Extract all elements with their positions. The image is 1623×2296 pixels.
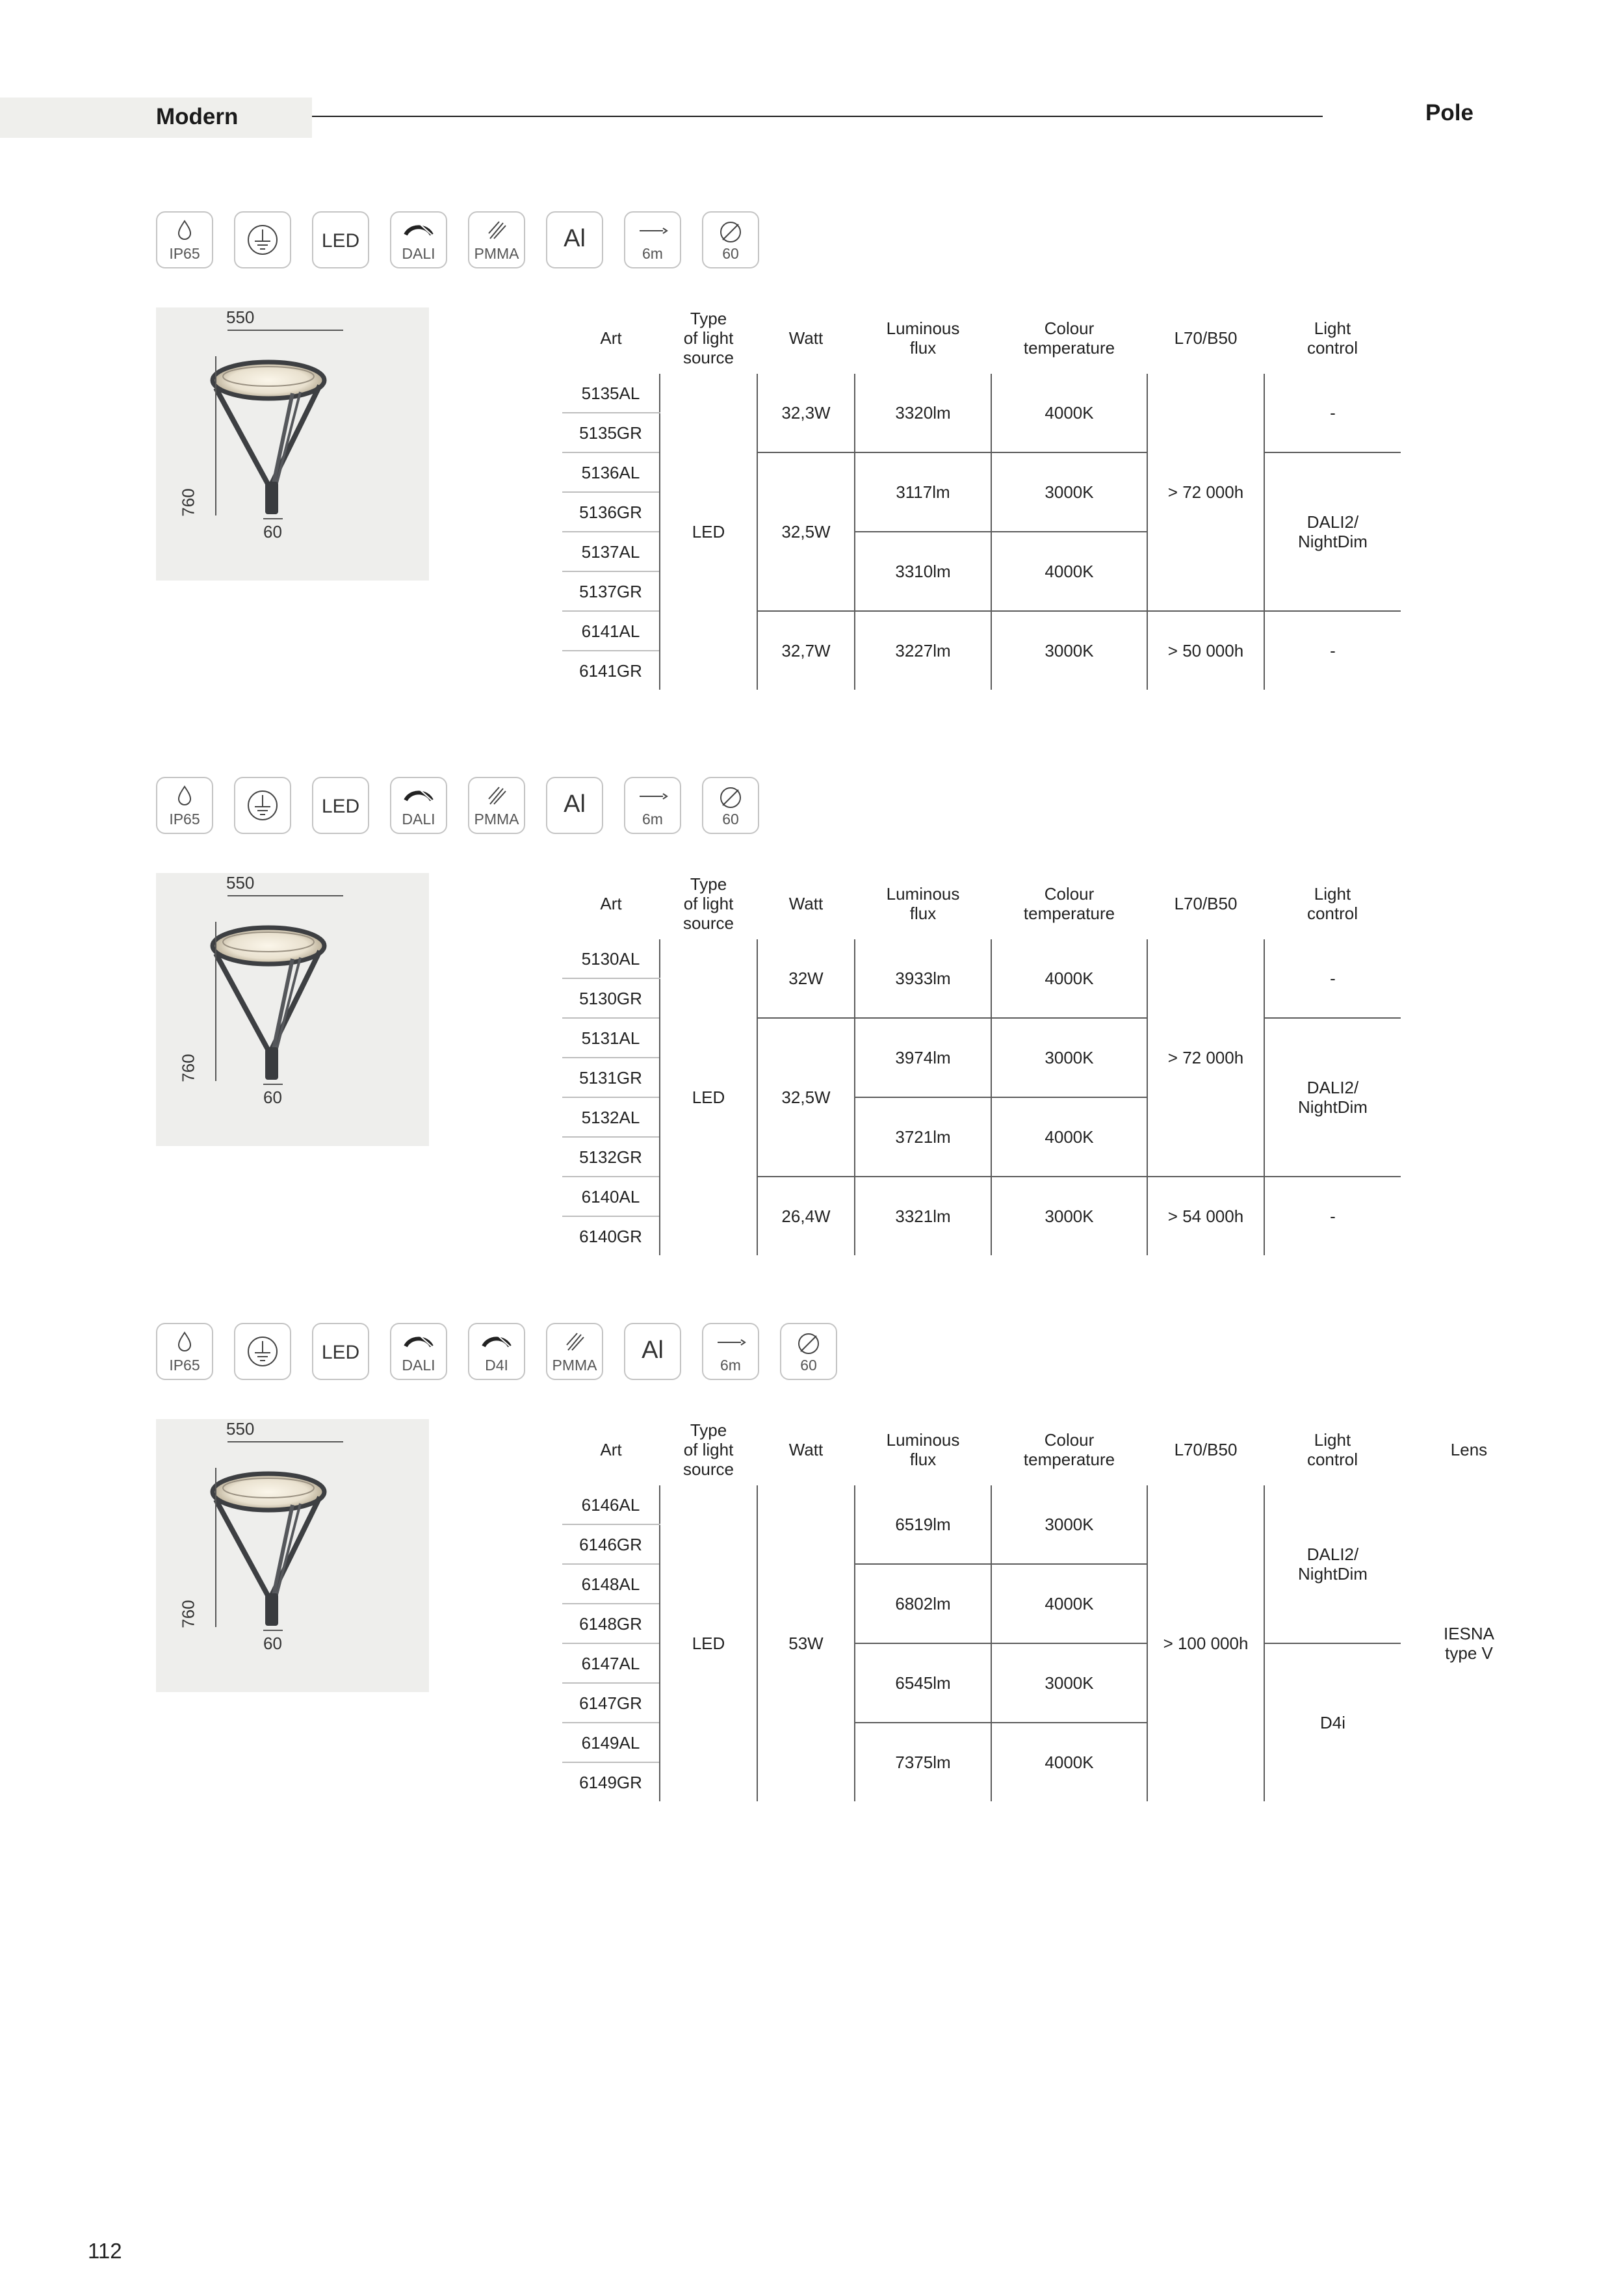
lifetime-value: > 100 000h <box>1147 1485 1264 1801</box>
lifetime-value: > 50 000h <box>1147 611 1264 690</box>
colour-temperature: 3000K <box>991 1177 1147 1255</box>
feature-badge-d4i <box>468 1323 525 1380</box>
feature-badge-height <box>624 211 681 268</box>
feature-badge-pmma <box>546 1323 603 1380</box>
led-label: LED <box>321 230 360 252</box>
column-header-watt: Watt <box>788 328 824 348</box>
article-code: 6149AL <box>562 1723 660 1762</box>
feature-badge-ip <box>156 777 213 834</box>
feature-badge-pmma <box>468 777 525 834</box>
column-header-life: L70/B50 <box>1174 1440 1238 1459</box>
column-header-temp: Colour temperature <box>1023 319 1115 358</box>
article-code: 6146AL <box>562 1485 660 1524</box>
colour-temperature: 3000K <box>991 452 1147 532</box>
luminous-flux: 3310lm <box>855 532 991 611</box>
luminous-flux: 3117lm <box>855 452 991 532</box>
spec-table <box>562 868 1401 1255</box>
light-source-type: LED <box>660 1485 757 1801</box>
al-label: Al <box>564 225 586 252</box>
light-control: D4i <box>1264 1643 1401 1801</box>
colour-temperature: 4000K <box>991 374 1147 452</box>
column-header-life: L70/B50 <box>1174 894 1238 913</box>
light-control: DALI2/ NightDim <box>1264 452 1401 611</box>
earth-icon <box>235 1332 290 1376</box>
column-header-flux: Luminous flux <box>886 1430 960 1469</box>
watt-value: 32,5W <box>757 452 855 611</box>
diam-label: 60 <box>722 811 739 828</box>
dim-arc-icon <box>469 1331 524 1355</box>
lifetime-value: > 72 000h <box>1147 939 1264 1177</box>
d4i-label: D4I <box>485 1357 508 1374</box>
colour-temperature: 4000K <box>991 1097 1147 1177</box>
light-source-type: LED <box>660 939 757 1255</box>
al-label: Al <box>642 1337 664 1364</box>
column-header-art: Art <box>600 328 622 348</box>
drop-icon <box>157 785 212 812</box>
lifetime-value: > 54 000h <box>1147 1177 1264 1255</box>
product-image <box>156 1419 429 1692</box>
column-header-control: Light control <box>1306 319 1358 358</box>
category-title: Modern <box>156 104 239 129</box>
dimension-base: 60 <box>263 1634 282 1653</box>
dim-arc-icon <box>391 1331 446 1355</box>
article-code: 5132AL <box>562 1097 660 1137</box>
article-code: 5131GR <box>562 1058 660 1097</box>
luminous-flux: 6802lm <box>855 1564 991 1643</box>
dali-label: DALI <box>402 1357 435 1374</box>
light-control: - <box>1264 374 1401 452</box>
column-header-type: Type of light source <box>682 874 734 933</box>
height-label: 6m <box>642 245 663 262</box>
pmma-label: PMMA <box>552 1357 597 1374</box>
lens-icon <box>469 785 524 812</box>
table-row <box>562 374 1401 413</box>
column-header-watt: Watt <box>788 1440 824 1459</box>
product-type-title: Pole <box>1425 100 1474 125</box>
earth-icon <box>235 786 290 830</box>
dimension-base: 60 <box>263 522 282 541</box>
pmma-label: PMMA <box>474 811 519 828</box>
feature-badge-dali <box>390 1323 447 1380</box>
colour-temperature: 4000K <box>991 532 1147 611</box>
luminous-flux: 7375lm <box>855 1723 991 1801</box>
drop-icon <box>157 1331 212 1358</box>
lens-icon <box>547 1331 602 1358</box>
feature-badge-led <box>312 211 369 268</box>
feature-badge-diam <box>780 1323 837 1380</box>
dimension-height: 760 <box>178 1600 198 1628</box>
article-code: 6147AL <box>562 1643 660 1683</box>
feature-badge-led <box>312 777 369 834</box>
feature-badge-earth <box>234 211 291 268</box>
article-code: 5132GR <box>562 1137 660 1177</box>
colour-temperature: 4000K <box>991 939 1147 1018</box>
watt-value: 32,7W <box>757 611 855 690</box>
column-header-temp: Colour temperature <box>1023 884 1115 923</box>
colour-temperature: 4000K <box>991 1564 1147 1643</box>
feature-badge-dali <box>390 211 447 268</box>
article-code: 5130GR <box>562 978 660 1018</box>
colour-temperature: 3000K <box>991 1018 1147 1097</box>
feature-badge-al <box>546 777 603 834</box>
al-label: Al <box>564 790 586 818</box>
product-image <box>156 307 429 581</box>
feature-badge-pmma <box>468 211 525 268</box>
feature-badge-ip <box>156 1323 213 1380</box>
column-header-type: Type of light source <box>682 1420 734 1479</box>
lens-icon <box>469 219 524 246</box>
pole-height-icon <box>625 219 680 241</box>
feature-badge-diam <box>702 211 759 268</box>
colour-temperature: 3000K <box>991 1643 1147 1723</box>
feature-badge-ip <box>156 211 213 268</box>
height-label: 6m <box>642 811 663 828</box>
pole-height-icon <box>703 1331 758 1353</box>
luminous-flux: 3321lm <box>855 1177 991 1255</box>
colour-temperature: 3000K <box>991 611 1147 690</box>
header-rule <box>312 116 1323 117</box>
article-code: 5135AL <box>562 374 660 413</box>
feature-badge-height <box>624 777 681 834</box>
ip-label: IP65 <box>169 811 200 828</box>
article-code: 5130AL <box>562 939 660 978</box>
lifetime-value: > 72 000h <box>1147 374 1264 611</box>
spec-table <box>562 1414 1537 1801</box>
light-control: DALI2/ NightDim <box>1264 1485 1401 1643</box>
article-code: 6149GR <box>579 1772 642 1792</box>
dali-label: DALI <box>402 811 435 828</box>
dimension-height: 760 <box>178 1054 198 1082</box>
feature-badge-al <box>624 1323 681 1380</box>
article-code: 5137GR <box>562 571 660 611</box>
table-row <box>562 1485 1537 1524</box>
dim-arc-icon <box>391 219 446 244</box>
luminous-flux: 3974lm <box>855 1018 991 1097</box>
dimension-base: 60 <box>263 1088 282 1107</box>
article-code: 6140AL <box>562 1177 660 1216</box>
watt-value: 53W <box>757 1485 855 1801</box>
column-header-art: Art <box>600 1440 622 1459</box>
page-number: 112 <box>88 2239 122 2263</box>
article-code: 6141GR <box>579 660 642 681</box>
ip-label: IP65 <box>169 1357 200 1374</box>
table-row <box>562 939 1401 978</box>
article-code: 6147GR <box>562 1683 660 1723</box>
article-code: 6146GR <box>562 1524 660 1564</box>
lens-type: IESNA type V <box>1443 1624 1495 1663</box>
dimension-height: 760 <box>178 488 198 517</box>
column-header-flux: Luminous flux <box>886 319 960 358</box>
pole-height-icon <box>625 785 680 807</box>
ip-label: IP65 <box>169 245 200 262</box>
diam-label: 60 <box>800 1357 817 1374</box>
watt-value: 32W <box>757 939 855 1018</box>
article-code: 5136AL <box>562 452 660 492</box>
luminous-flux: 3721lm <box>855 1097 991 1177</box>
column-header-flux: Luminous flux <box>886 884 960 923</box>
luminous-flux: 3933lm <box>855 939 991 1018</box>
led-label: LED <box>321 796 360 817</box>
pmma-label: PMMA <box>474 245 519 262</box>
article-code: 6140GR <box>579 1226 642 1246</box>
luminous-flux: 6519lm <box>855 1485 991 1564</box>
column-header-lens: Lens <box>1450 1440 1488 1459</box>
dimension-width: 550 <box>226 307 255 327</box>
light-source-type: LED <box>660 374 757 690</box>
column-header-control: Light control <box>1306 884 1358 923</box>
feature-badge-led <box>312 1323 369 1380</box>
led-label: LED <box>321 1342 360 1363</box>
light-control: - <box>1264 611 1401 690</box>
luminous-flux: 3320lm <box>855 374 991 452</box>
dim-arc-icon <box>391 785 446 809</box>
article-code: 6148GR <box>562 1604 660 1643</box>
feature-badge-al <box>546 211 603 268</box>
column-header-art: Art <box>600 894 622 913</box>
watt-value: 32,5W <box>757 1018 855 1177</box>
light-control: DALI2/ NightDim <box>1264 1018 1401 1177</box>
dali-label: DALI <box>402 245 435 262</box>
feature-badge-earth <box>234 1323 291 1380</box>
luminous-flux: 6545lm <box>855 1643 991 1723</box>
feature-badge-dali <box>390 777 447 834</box>
article-code: 5131AL <box>562 1018 660 1058</box>
watt-value: 32,3W <box>757 374 855 452</box>
light-control: - <box>1264 1177 1401 1255</box>
feature-badge-diam <box>702 777 759 834</box>
feature-badge-height <box>702 1323 759 1380</box>
article-code: 5135GR <box>562 413 660 452</box>
article-code: 5136GR <box>562 492 660 532</box>
diam-label: 60 <box>722 245 739 262</box>
drop-icon <box>157 219 212 246</box>
article-code: 6141AL <box>562 611 660 651</box>
column-header-life: L70/B50 <box>1174 328 1238 348</box>
column-header-temp: Colour temperature <box>1023 1430 1115 1469</box>
dimension-width: 550 <box>226 1419 255 1439</box>
column-header-control: Light control <box>1306 1430 1358 1469</box>
article-code: 6148AL <box>562 1564 660 1604</box>
earth-icon <box>235 220 290 265</box>
product-image <box>156 873 429 1146</box>
watt-value: 26,4W <box>757 1177 855 1255</box>
light-control: - <box>1264 939 1401 1018</box>
luminous-flux: 3227lm <box>855 611 991 690</box>
feature-badge-earth <box>234 777 291 834</box>
column-header-watt: Watt <box>788 894 824 913</box>
colour-temperature: 4000K <box>991 1723 1147 1801</box>
colour-temperature: 3000K <box>991 1485 1147 1564</box>
height-label: 6m <box>720 1357 741 1374</box>
dimension-width: 550 <box>226 873 255 893</box>
column-header-type: Type of light source <box>682 309 734 367</box>
spec-table <box>562 302 1401 690</box>
article-code: 5137AL <box>562 532 660 571</box>
